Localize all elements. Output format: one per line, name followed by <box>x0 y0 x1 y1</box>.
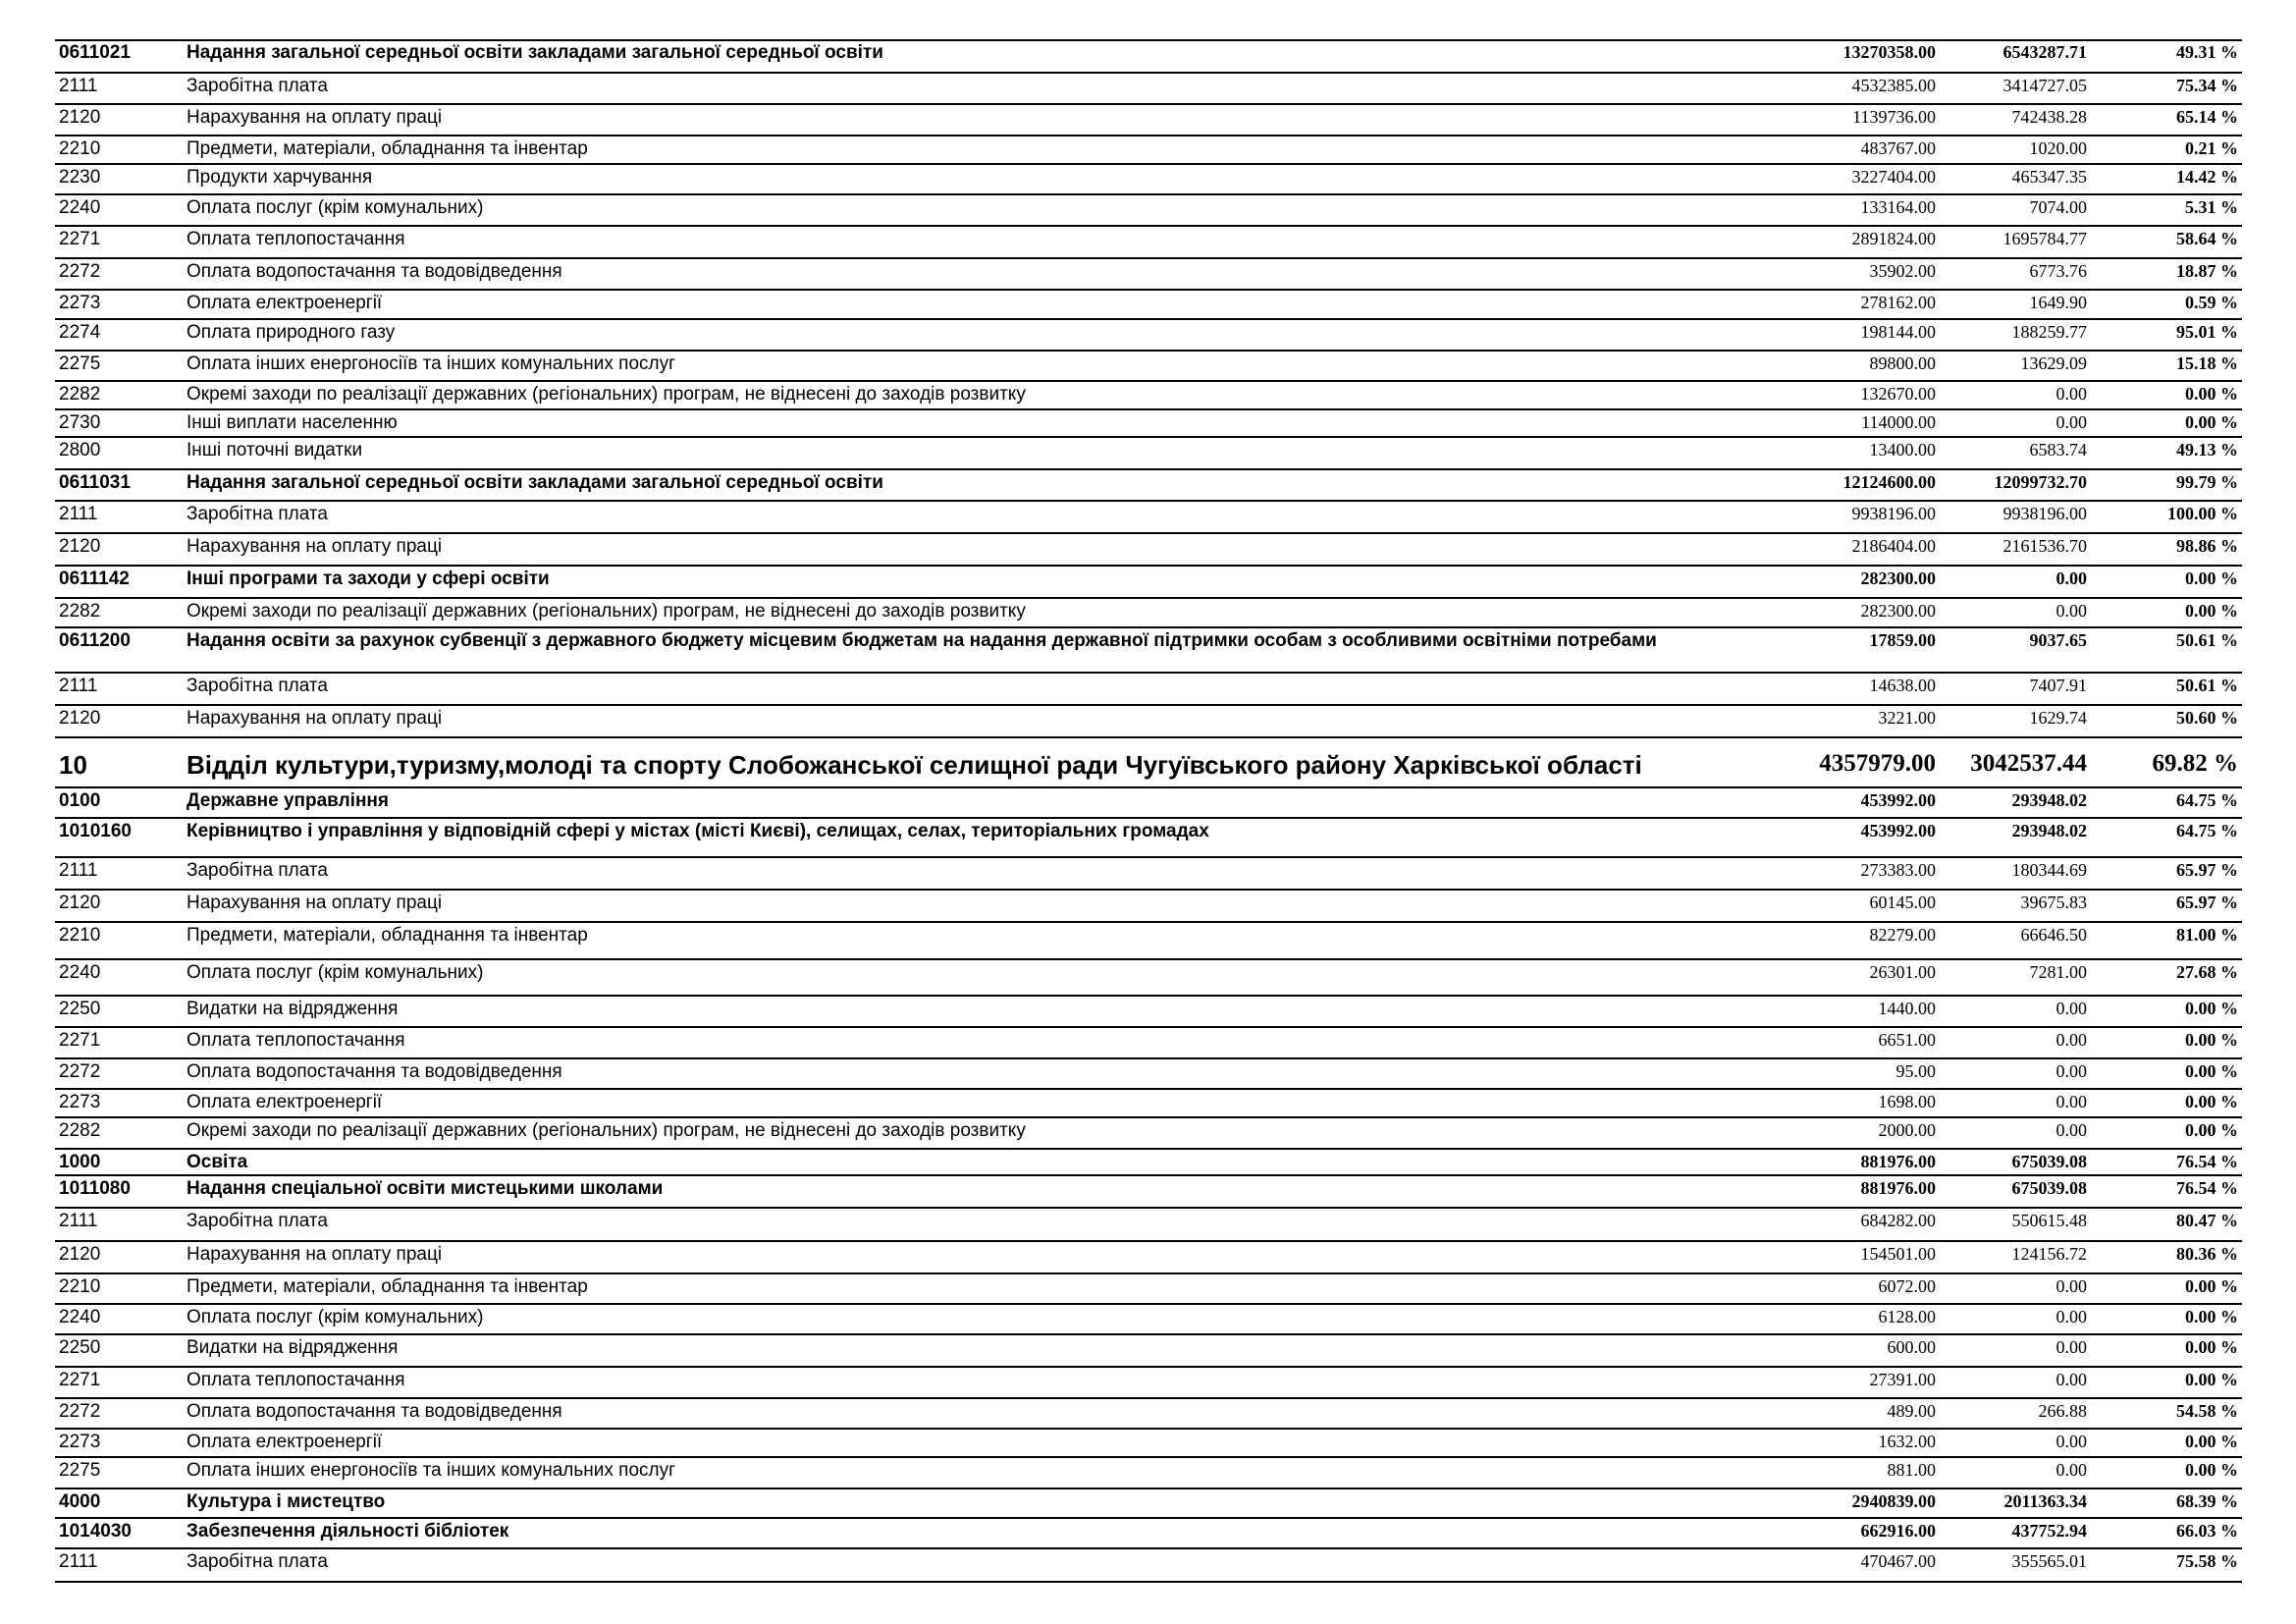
row-code: 2111 <box>59 860 98 881</box>
row-fact-amount: 742438.28 <box>2011 107 2087 127</box>
table-row <box>55 858 2242 891</box>
row-name: Заробітна плата <box>187 504 328 524</box>
row-percent: 76.54 % <box>2176 1178 2238 1198</box>
row-percent: 50.61 % <box>2176 630 2238 650</box>
row-plan-amount: 60145.00 <box>1869 893 1936 912</box>
row-code: 2271 <box>59 1370 101 1390</box>
row-name: Заробітна плата <box>187 1211 328 1231</box>
row-plan-amount: 2891824.00 <box>1851 229 1936 248</box>
row-name: Нарахування на оплату праці <box>187 1244 443 1265</box>
row-fact-amount: 39675.83 <box>2020 893 2087 912</box>
row-plan-amount: 6651.00 <box>1878 1030 1936 1050</box>
row-name: Освіта <box>187 1152 248 1172</box>
row-percent: 0.00 % <box>2185 1460 2238 1480</box>
row-name: Надання спеціальної освіти мистецькими школами <box>187 1178 664 1199</box>
row-code: 2272 <box>59 261 101 282</box>
row-percent: 0.00 % <box>2185 1061 2238 1081</box>
row-plan-amount: 3227404.00 <box>1851 167 1936 187</box>
row-code: 1014030 <box>59 1521 132 1542</box>
table-row <box>55 1305 2242 1335</box>
row-code: 2800 <box>59 440 101 460</box>
row-name: Окремі заходи по реалізації державних (регіональних) програм, не віднесені до заходів розвитку <box>187 384 1026 405</box>
row-code: 2111 <box>59 676 98 696</box>
row-fact-amount: 7281.00 <box>2029 962 2087 982</box>
table-row <box>55 105 2242 136</box>
row-percent: 64.75 % <box>2176 790 2238 810</box>
row-code: 2273 <box>59 1432 101 1452</box>
row-plan-amount: 154501.00 <box>1860 1244 1936 1264</box>
table-row <box>55 410 2242 438</box>
table-row <box>55 891 2242 923</box>
row-percent: 50.61 % <box>2176 676 2238 695</box>
row-fact-amount: 1695784.77 <box>2002 229 2087 248</box>
row-fact-amount: 465347.35 <box>2011 167 2087 187</box>
row-percent: 0.00 % <box>2185 1030 2238 1050</box>
row-fact-amount: 180344.69 <box>2011 860 2087 880</box>
table-row <box>55 1242 2242 1274</box>
row-code: 1000 <box>59 1152 101 1172</box>
row-fact-amount: 266.88 <box>2038 1401 2087 1421</box>
row-code: 1010160 <box>59 821 132 841</box>
row-fact-amount: 1020.00 <box>2029 138 2087 158</box>
row-fact-amount: 188259.77 <box>2011 322 2087 342</box>
row-fact-amount: 12099732.70 <box>1994 472 2087 492</box>
row-plan-amount: 198144.00 <box>1860 322 1936 342</box>
row-name: Предмети, матеріали, обладнання та інвентар <box>187 1276 588 1297</box>
row-percent: 0.00 % <box>2185 1092 2238 1111</box>
row-percent: 76.54 % <box>2176 1152 2238 1171</box>
table-row <box>55 136 2242 165</box>
row-plan-amount: 35902.00 <box>1869 261 1936 281</box>
row-percent: 0.00 % <box>2185 1307 2238 1326</box>
row-fact-amount: 0.00 <box>2056 1460 2087 1480</box>
row-code: 2210 <box>59 925 101 946</box>
row-name: Нарахування на оплату праці <box>187 536 443 557</box>
table-row <box>55 1458 2242 1489</box>
row-code: 2730 <box>59 412 101 433</box>
row-plan-amount: 1698.00 <box>1878 1092 1936 1111</box>
row-name: Оплата інших енергоносіїв та інших комунальних послуг <box>187 353 676 374</box>
row-fact-amount: 0.00 <box>2056 1432 2087 1451</box>
row-name: Оплата водопостачання та водовідведення <box>187 1061 562 1082</box>
table-row <box>55 960 2242 997</box>
row-fact-amount: 2161536.70 <box>2002 536 2087 556</box>
row-plan-amount: 483767.00 <box>1860 138 1936 158</box>
row-percent: 49.31 % <box>2176 42 2238 62</box>
row-fact-amount: 550615.48 <box>2011 1211 2087 1230</box>
row-code: 2275 <box>59 353 101 374</box>
row-percent: 0.00 % <box>2185 568 2238 588</box>
table-row <box>55 1335 2242 1368</box>
row-fact-amount: 1629.74 <box>2029 708 2087 728</box>
row-fact-amount: 293948.02 <box>2011 790 2087 810</box>
row-fact-amount: 0.00 <box>2056 1092 2087 1111</box>
row-plan-amount: 273383.00 <box>1860 860 1936 880</box>
row-name: Відділ культури,туризму,молоді та спорту Слобожанської селищної ради Чугуївського району Харківської області <box>187 750 1642 780</box>
table-row <box>55 1118 2242 1150</box>
row-plan-amount: 282300.00 <box>1860 601 1936 621</box>
table-row <box>55 1368 2242 1399</box>
row-plan-amount: 881976.00 <box>1860 1178 1936 1198</box>
row-plan-amount: 132670.00 <box>1860 384 1936 404</box>
row-fact-amount: 3042537.44 <box>1970 750 2087 777</box>
row-plan-amount: 4532385.00 <box>1851 76 1936 95</box>
row-fact-amount: 0.00 <box>2056 1276 2087 1296</box>
row-fact-amount: 355565.01 <box>2011 1551 2087 1571</box>
row-code: 0100 <box>59 790 101 811</box>
row-plan-amount: 13400.00 <box>1869 440 1936 460</box>
row-name: Заробітна плата <box>187 76 328 96</box>
table-row <box>55 674 2242 706</box>
table-row <box>55 74 2242 105</box>
table-row <box>55 1549 2242 1583</box>
row-percent: 100.00 % <box>2167 504 2238 523</box>
row-code: 10 <box>59 750 87 780</box>
table-row <box>55 291 2242 320</box>
row-name: Культура і мистецтво <box>187 1491 386 1512</box>
row-percent: 49.13 % <box>2176 440 2238 460</box>
row-plan-amount: 662916.00 <box>1860 1521 1936 1541</box>
row-fact-amount: 0.00 <box>2056 999 2087 1018</box>
row-fact-amount: 0.00 <box>2056 412 2087 432</box>
row-name: Надання освіти за рахунок субвенції з державного бюджету місцевим бюджетам на надання державної підтримки особам з особливими освітніми потребами <box>187 630 1657 651</box>
row-fact-amount: 7074.00 <box>2029 197 2087 217</box>
row-percent: 99.79 % <box>2176 472 2238 492</box>
row-plan-amount: 13270358.00 <box>1842 42 1936 62</box>
row-fact-amount: 675039.08 <box>2011 1178 2087 1198</box>
row-name: Заробітна плата <box>187 676 328 696</box>
row-plan-amount: 89800.00 <box>1869 353 1936 373</box>
table-row <box>55 1399 2242 1430</box>
row-plan-amount: 2186404.00 <box>1851 536 1936 556</box>
row-name: Оплата електроенергії <box>187 1432 383 1452</box>
row-code: 2111 <box>59 504 98 524</box>
row-fact-amount: 6543287.71 <box>2002 42 2087 62</box>
row-plan-amount: 1139736.00 <box>1852 107 1936 127</box>
row-code: 2273 <box>59 1092 101 1112</box>
row-fact-amount: 0.00 <box>2056 1337 2087 1357</box>
row-fact-amount: 6773.76 <box>2029 261 2087 281</box>
row-plan-amount: 2940839.00 <box>1851 1491 1936 1511</box>
row-percent: 0.00 % <box>2185 601 2238 621</box>
row-plan-amount: 489.00 <box>1887 1401 1936 1421</box>
row-percent: 80.47 % <box>2176 1211 2238 1230</box>
row-name: Оплата теплопостачання <box>187 229 405 249</box>
row-fact-amount: 0.00 <box>2056 1061 2087 1081</box>
row-fact-amount: 0.00 <box>2056 568 2087 588</box>
row-code: 2240 <box>59 197 101 218</box>
row-code: 2273 <box>59 293 101 313</box>
row-code: 2120 <box>59 708 101 729</box>
row-name: Інші поточні видатки <box>187 440 363 460</box>
row-name: Керівництво і управління у відповідній сфері у містах (місті Києві), селищах, селах, територіальних громадах <box>187 821 1209 841</box>
row-fact-amount: 7407.91 <box>2029 676 2087 695</box>
row-percent: 81.00 % <box>2176 925 2238 945</box>
row-plan-amount: 17859.00 <box>1869 630 1936 650</box>
row-plan-amount: 600.00 <box>1887 1337 1936 1357</box>
row-plan-amount: 3221.00 <box>1878 708 1936 728</box>
table-row <box>55 1150 2242 1176</box>
row-name: Оплата послуг (крім комунальних) <box>187 197 484 218</box>
table-row <box>55 788 2242 819</box>
row-percent: 0.00 % <box>2185 999 2238 1018</box>
row-percent: 5.31 % <box>2185 197 2238 217</box>
table-row <box>55 1176 2242 1209</box>
table-row <box>55 1028 2242 1059</box>
row-code: 1011080 <box>59 1178 131 1199</box>
table-row <box>55 1274 2242 1305</box>
table-row <box>55 1519 2242 1549</box>
row-fact-amount: 9037.65 <box>2029 630 2087 650</box>
row-plan-amount: 282300.00 <box>1860 568 1936 588</box>
row-code: 2111 <box>59 1551 98 1572</box>
row-name: Нарахування на оплату праці <box>187 708 443 729</box>
table-row <box>55 1489 2242 1519</box>
row-plan-amount: 6128.00 <box>1878 1307 1936 1326</box>
row-plan-amount: 9938196.00 <box>1851 504 1936 523</box>
row-code: 2240 <box>59 962 101 983</box>
row-percent: 54.58 % <box>2176 1401 2238 1421</box>
row-percent: 80.36 % <box>2176 1244 2238 1264</box>
row-fact-amount: 437752.94 <box>2011 1521 2087 1541</box>
row-name: Оплата водопостачання та водовідведення <box>187 1401 562 1422</box>
row-code: 2250 <box>59 1337 101 1358</box>
table-row <box>55 165 2242 195</box>
table-row <box>55 1059 2242 1090</box>
row-code: 0611142 <box>59 568 130 589</box>
table-row <box>55 227 2242 259</box>
row-percent: 68.39 % <box>2176 1491 2238 1511</box>
row-code: 2272 <box>59 1061 101 1082</box>
table-row <box>55 352 2242 382</box>
row-code: 0611200 <box>59 630 131 651</box>
table-row <box>55 599 2242 628</box>
row-code: 2282 <box>59 384 101 405</box>
row-name: Державне управління <box>187 790 389 811</box>
table-row <box>55 39 2242 74</box>
row-fact-amount: 3414727.05 <box>2002 76 2087 95</box>
row-code: 2274 <box>59 322 101 343</box>
row-percent: 75.34 % <box>2176 76 2238 95</box>
row-fact-amount: 1649.90 <box>2029 293 2087 312</box>
row-plan-amount: 2000.00 <box>1878 1120 1936 1140</box>
row-name: Заробітна плата <box>187 860 328 881</box>
row-name: Продукти харчування <box>187 167 373 188</box>
row-code: 2240 <box>59 1307 101 1327</box>
table-row <box>55 438 2242 470</box>
row-code: 0611031 <box>59 472 131 493</box>
row-percent: 0.00 % <box>2185 384 2238 404</box>
row-name: Оплата теплопостачання <box>187 1370 405 1390</box>
row-percent: 65.97 % <box>2176 860 2238 880</box>
row-name: Видатки на відрядження <box>187 999 399 1019</box>
row-name: Оплата електроенергії <box>187 1092 383 1112</box>
row-code: 2210 <box>59 1276 101 1297</box>
row-name: Інші виплати населенню <box>187 412 398 433</box>
row-name: Інші програми та заходи у сфері освіти <box>187 568 550 589</box>
row-name: Оплата теплопостачання <box>187 1030 405 1051</box>
table-row <box>55 470 2242 502</box>
row-name: Надання загальної середньої освіти закладами загальної середньої освіти <box>187 42 883 63</box>
row-name: Нарахування на оплату праці <box>187 893 443 913</box>
row-fact-amount: 124156.72 <box>2011 1244 2087 1264</box>
table-row <box>55 195 2242 227</box>
table-row <box>55 738 2242 788</box>
row-fact-amount: 0.00 <box>2056 1307 2087 1326</box>
row-code: 2210 <box>59 138 101 159</box>
row-code: 2120 <box>59 536 101 557</box>
row-code: 2271 <box>59 229 101 249</box>
row-percent: 58.64 % <box>2176 229 2238 248</box>
row-name: Оплата водопостачання та водовідведення <box>187 261 562 282</box>
table-row <box>55 706 2242 738</box>
row-fact-amount: 9938196.00 <box>2002 504 2087 523</box>
row-percent: 95.01 % <box>2176 322 2238 342</box>
row-code: 2111 <box>59 76 98 96</box>
row-plan-amount: 453992.00 <box>1860 821 1936 840</box>
row-name: Оплата природного газу <box>187 322 396 343</box>
row-plan-amount: 1632.00 <box>1878 1432 1936 1451</box>
row-code: 4000 <box>59 1491 101 1512</box>
row-name: Оплата інших енергоносіїв та інших комунальних послуг <box>187 1460 676 1481</box>
row-name: Окремі заходи по реалізації державних (регіональних) програм, не віднесені до заходів розвитку <box>187 601 1026 622</box>
row-code: 2275 <box>59 1460 101 1481</box>
row-plan-amount: 26301.00 <box>1869 962 1936 982</box>
table-row <box>55 628 2242 674</box>
table-row <box>55 997 2242 1028</box>
row-code: 2272 <box>59 1401 101 1422</box>
row-percent: 0.00 % <box>2185 412 2238 432</box>
row-code: 2111 <box>59 1211 98 1231</box>
row-code: 2250 <box>59 999 101 1019</box>
row-code: 2282 <box>59 601 101 622</box>
table-row <box>55 567 2242 599</box>
row-code: 2120 <box>59 1244 101 1265</box>
table-row <box>55 819 2242 858</box>
row-plan-amount: 453992.00 <box>1860 790 1936 810</box>
row-name: Заробітна плата <box>187 1551 328 1572</box>
row-percent: 15.18 % <box>2176 353 2238 373</box>
row-percent: 66.03 % <box>2176 1521 2238 1541</box>
row-plan-amount: 6072.00 <box>1878 1276 1936 1296</box>
row-name: Забезпечення діяльності бібліотек <box>187 1521 509 1542</box>
row-percent: 0.00 % <box>2185 1120 2238 1140</box>
table-row <box>55 502 2242 534</box>
row-percent: 64.75 % <box>2176 821 2238 840</box>
row-plan-amount: 278162.00 <box>1860 293 1936 312</box>
row-percent: 0.00 % <box>2185 1370 2238 1389</box>
row-percent: 75.58 % <box>2176 1551 2238 1571</box>
row-name: Предмети, матеріали, обладнання та інвентар <box>187 925 588 946</box>
row-percent: 0.21 % <box>2185 138 2238 158</box>
row-fact-amount: 0.00 <box>2056 1370 2087 1389</box>
row-fact-amount: 0.00 <box>2056 601 2087 621</box>
row-fact-amount: 66646.50 <box>2020 925 2087 945</box>
row-code: 2120 <box>59 107 101 128</box>
row-percent: 0.00 % <box>2185 1432 2238 1451</box>
row-plan-amount: 1440.00 <box>1878 999 1936 1018</box>
row-percent: 0.00 % <box>2185 1337 2238 1357</box>
row-name: Оплата електроенергії <box>187 293 383 313</box>
row-fact-amount: 6583.74 <box>2029 440 2087 460</box>
table-row <box>55 534 2242 567</box>
row-name: Окремі заходи по реалізації державних (регіональних) програм, не віднесені до заходів розвитку <box>187 1120 1026 1141</box>
table-row <box>55 923 2242 960</box>
row-plan-amount: 4357979.00 <box>1819 750 1936 777</box>
table-row <box>55 259 2242 291</box>
row-code: 2230 <box>59 167 101 188</box>
row-code: 2120 <box>59 893 101 913</box>
row-plan-amount: 27391.00 <box>1869 1370 1936 1389</box>
row-percent: 27.68 % <box>2176 962 2238 982</box>
row-plan-amount: 881.00 <box>1887 1460 1936 1480</box>
table-row <box>55 320 2242 352</box>
row-code: 0611021 <box>59 42 131 63</box>
row-percent: 0.00 % <box>2185 1276 2238 1296</box>
row-fact-amount: 13629.09 <box>2020 353 2087 373</box>
row-name: Оплата послуг (крім комунальних) <box>187 1307 484 1327</box>
row-percent: 18.87 % <box>2176 261 2238 281</box>
table-row <box>55 1430 2242 1458</box>
row-name: Надання загальної середньої освіти закладами загальної середньої освіти <box>187 472 883 493</box>
table-row <box>55 382 2242 410</box>
table-row <box>55 1090 2242 1118</box>
row-name: Видатки на відрядження <box>187 1337 399 1358</box>
row-code: 2271 <box>59 1030 101 1051</box>
row-percent: 14.42 % <box>2176 167 2238 187</box>
row-name: Нарахування на оплату праці <box>187 107 443 128</box>
row-plan-amount: 470467.00 <box>1860 1551 1936 1571</box>
row-code: 2282 <box>59 1120 101 1141</box>
row-percent: 98.86 % <box>2176 536 2238 556</box>
row-fact-amount: 0.00 <box>2056 1120 2087 1140</box>
row-plan-amount: 684282.00 <box>1860 1211 1936 1230</box>
row-name: Оплата послуг (крім комунальних) <box>187 962 484 983</box>
row-percent: 65.14 % <box>2176 107 2238 127</box>
row-percent: 65.97 % <box>2176 893 2238 912</box>
row-name: Предмети, матеріали, обладнання та інвентар <box>187 138 588 159</box>
row-plan-amount: 133164.00 <box>1860 197 1936 217</box>
row-fact-amount: 293948.02 <box>2011 821 2087 840</box>
row-plan-amount: 114000.00 <box>1861 412 1936 432</box>
row-percent: 69.82 % <box>2152 750 2238 777</box>
row-plan-amount: 881976.00 <box>1860 1152 1936 1171</box>
row-plan-amount: 82279.00 <box>1869 925 1936 945</box>
row-plan-amount: 14638.00 <box>1869 676 1936 695</box>
row-percent: 50.60 % <box>2176 708 2238 728</box>
row-fact-amount: 2011363.34 <box>2003 1491 2087 1511</box>
row-percent: 0.59 % <box>2185 293 2238 312</box>
row-fact-amount: 0.00 <box>2056 1030 2087 1050</box>
row-fact-amount: 0.00 <box>2056 384 2087 404</box>
table-row <box>55 1209 2242 1242</box>
row-plan-amount: 12124600.00 <box>1842 472 1936 492</box>
row-plan-amount: 95.00 <box>1896 1061 1936 1081</box>
row-fact-amount: 675039.08 <box>2011 1152 2087 1171</box>
